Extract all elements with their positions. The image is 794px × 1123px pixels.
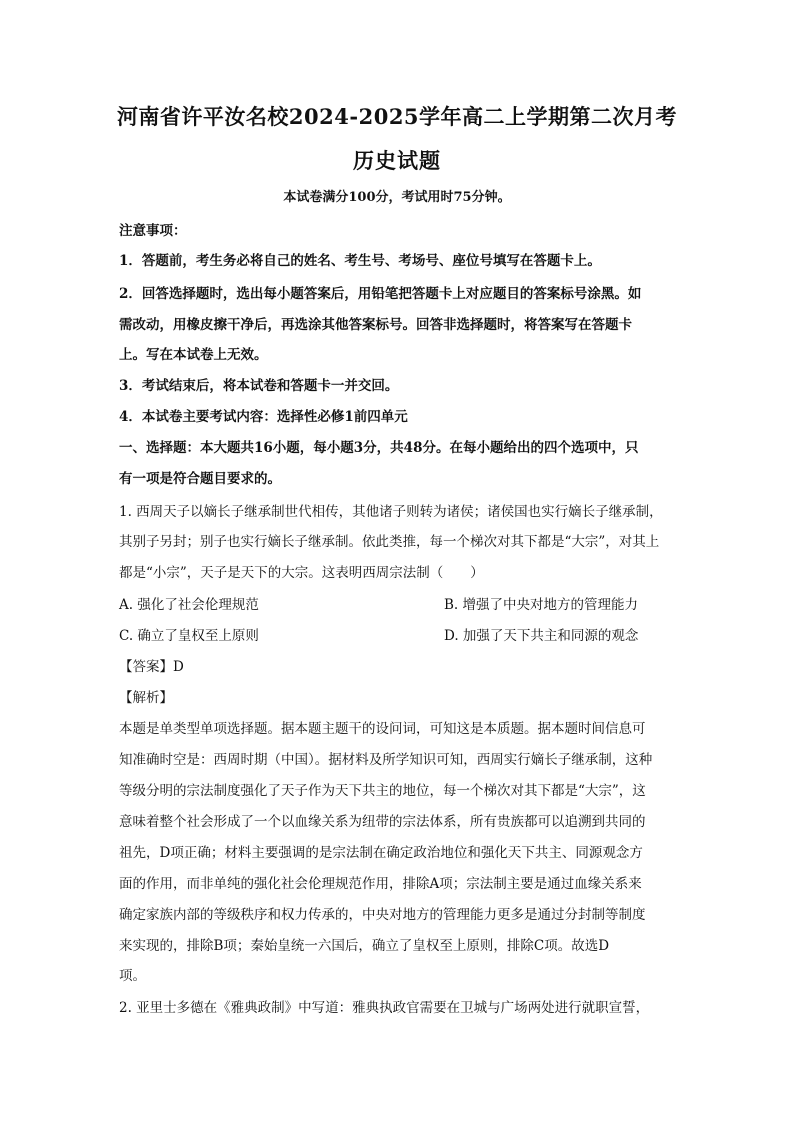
- note-item-2-line-3: 上。写在本试卷上无效。: [119, 347, 268, 363]
- q1-answer: 【答案】D: [119, 659, 184, 675]
- q1-analysis-line-7: 确定家族内部的等级秩序和权力传承的，中央对地方的管理能力更多是通过分封制等制度: [119, 907, 646, 923]
- q1-analysis-line-6: 面的作用，而非单纯的强化社会伦理规范作用，排除A项；宗法制主要是通过血缘关系来: [119, 876, 642, 892]
- q1-option-c: C. 确立了皇权至上原则: [119, 628, 259, 644]
- q1-analysis-line-4: 意味着整个社会形成了一个以血缘关系为纽带的宗法体系，所有贵族都可以追溯到共同的: [119, 814, 646, 830]
- note-item-2-line-1: 2．回答选择题时，选出每小题答案后，用铅笔把答题卡上对应题目的答案标号涂黑。如: [119, 286, 642, 302]
- notes-heading: 注意事项：: [119, 223, 187, 239]
- section-heading-line-1: 一、选择题：本大题共16小题，每小题3分，共48分。在每小题给出的四个选项中，只: [119, 440, 639, 456]
- q1-stem-line-3: 都是“小宗”，天子是天下的大宗。这表明西周宗法制（ ）: [119, 565, 484, 581]
- note-item-1: 1．答题前，考生务必将自己的姓名、考生号、考场号、座位号填写在答题卡上。: [119, 253, 601, 269]
- q1-option-b: B. 增强了中央对地方的管理能力: [444, 597, 639, 613]
- note-item-3: 3．考试结束后，将本试卷和答题卡一并交回。: [119, 378, 399, 394]
- q1-analysis-line-5: 祖先，D项正确；材料主要强调的是宗法制在确定政治地位和强化天下共主、同源观念方: [119, 845, 643, 861]
- q1-option-a: A. 强化了社会伦理规范: [119, 597, 259, 613]
- exam-info: 本试卷满分100分，考试用时75分钟。: [283, 190, 511, 205]
- q2-stem-line-1: 2. 亚里士多德在《雅典政制》中写道：雅典执政官需要在卫城与广场两处进行就职宣誓，: [119, 1000, 650, 1016]
- q1-analysis-line-3: 等级分明的宗法制度强化了天子作为天下共主的地位，每一个梯次对其下都是“大宗”，这: [119, 783, 646, 799]
- q1-analysis-line-8: 来实现的，排除B项；秦始皇统一六国后，确立了皇权至上原则，排除C项。故选D: [119, 938, 610, 954]
- q1-analysis-line-9: 项。: [119, 968, 146, 984]
- q1-analysis-line-1: 本题是单类型单项选择题。据本题主题干的设问词，可知这是本质题。据本题时间信息可: [119, 721, 646, 737]
- note-item-4: 4．本试卷主要考试内容：选择性必修1前四单元: [119, 409, 408, 425]
- q1-analysis-heading: 【解析】: [119, 690, 173, 706]
- q1-stem-line-1: 1. 西周天子以嫡长子继承制世代相传，其他诸子则转为诸侯；诸侯国也实行嫡长子继承制，: [119, 504, 663, 520]
- section-heading-line-2: 有一项是符合题目要求的。: [119, 471, 281, 487]
- q1-stem-line-2: 其别子另封；别子也实行嫡长子继承制。依此类推，每一个梯次对其下都是“大宗”，对其上: [119, 534, 660, 550]
- q1-option-d: D. 加强了天下共主和同源的观念: [444, 628, 639, 644]
- q1-analysis-line-2: 知准确时空是：西周时期（中国）。据材料及所学知识可知，西周实行嫡长子继承制，这种: [119, 752, 653, 768]
- exam-subject: 历史试题: [353, 148, 441, 173]
- exam-title: 河南省许平汝名校2024-2025学年高二上学期第二次月考: [116, 104, 678, 129]
- note-item-2-line-2: 需改动，用橡皮擦干净后，再选涂其他答案标号。回答非选择题时，将答案写在答题卡: [119, 317, 632, 333]
